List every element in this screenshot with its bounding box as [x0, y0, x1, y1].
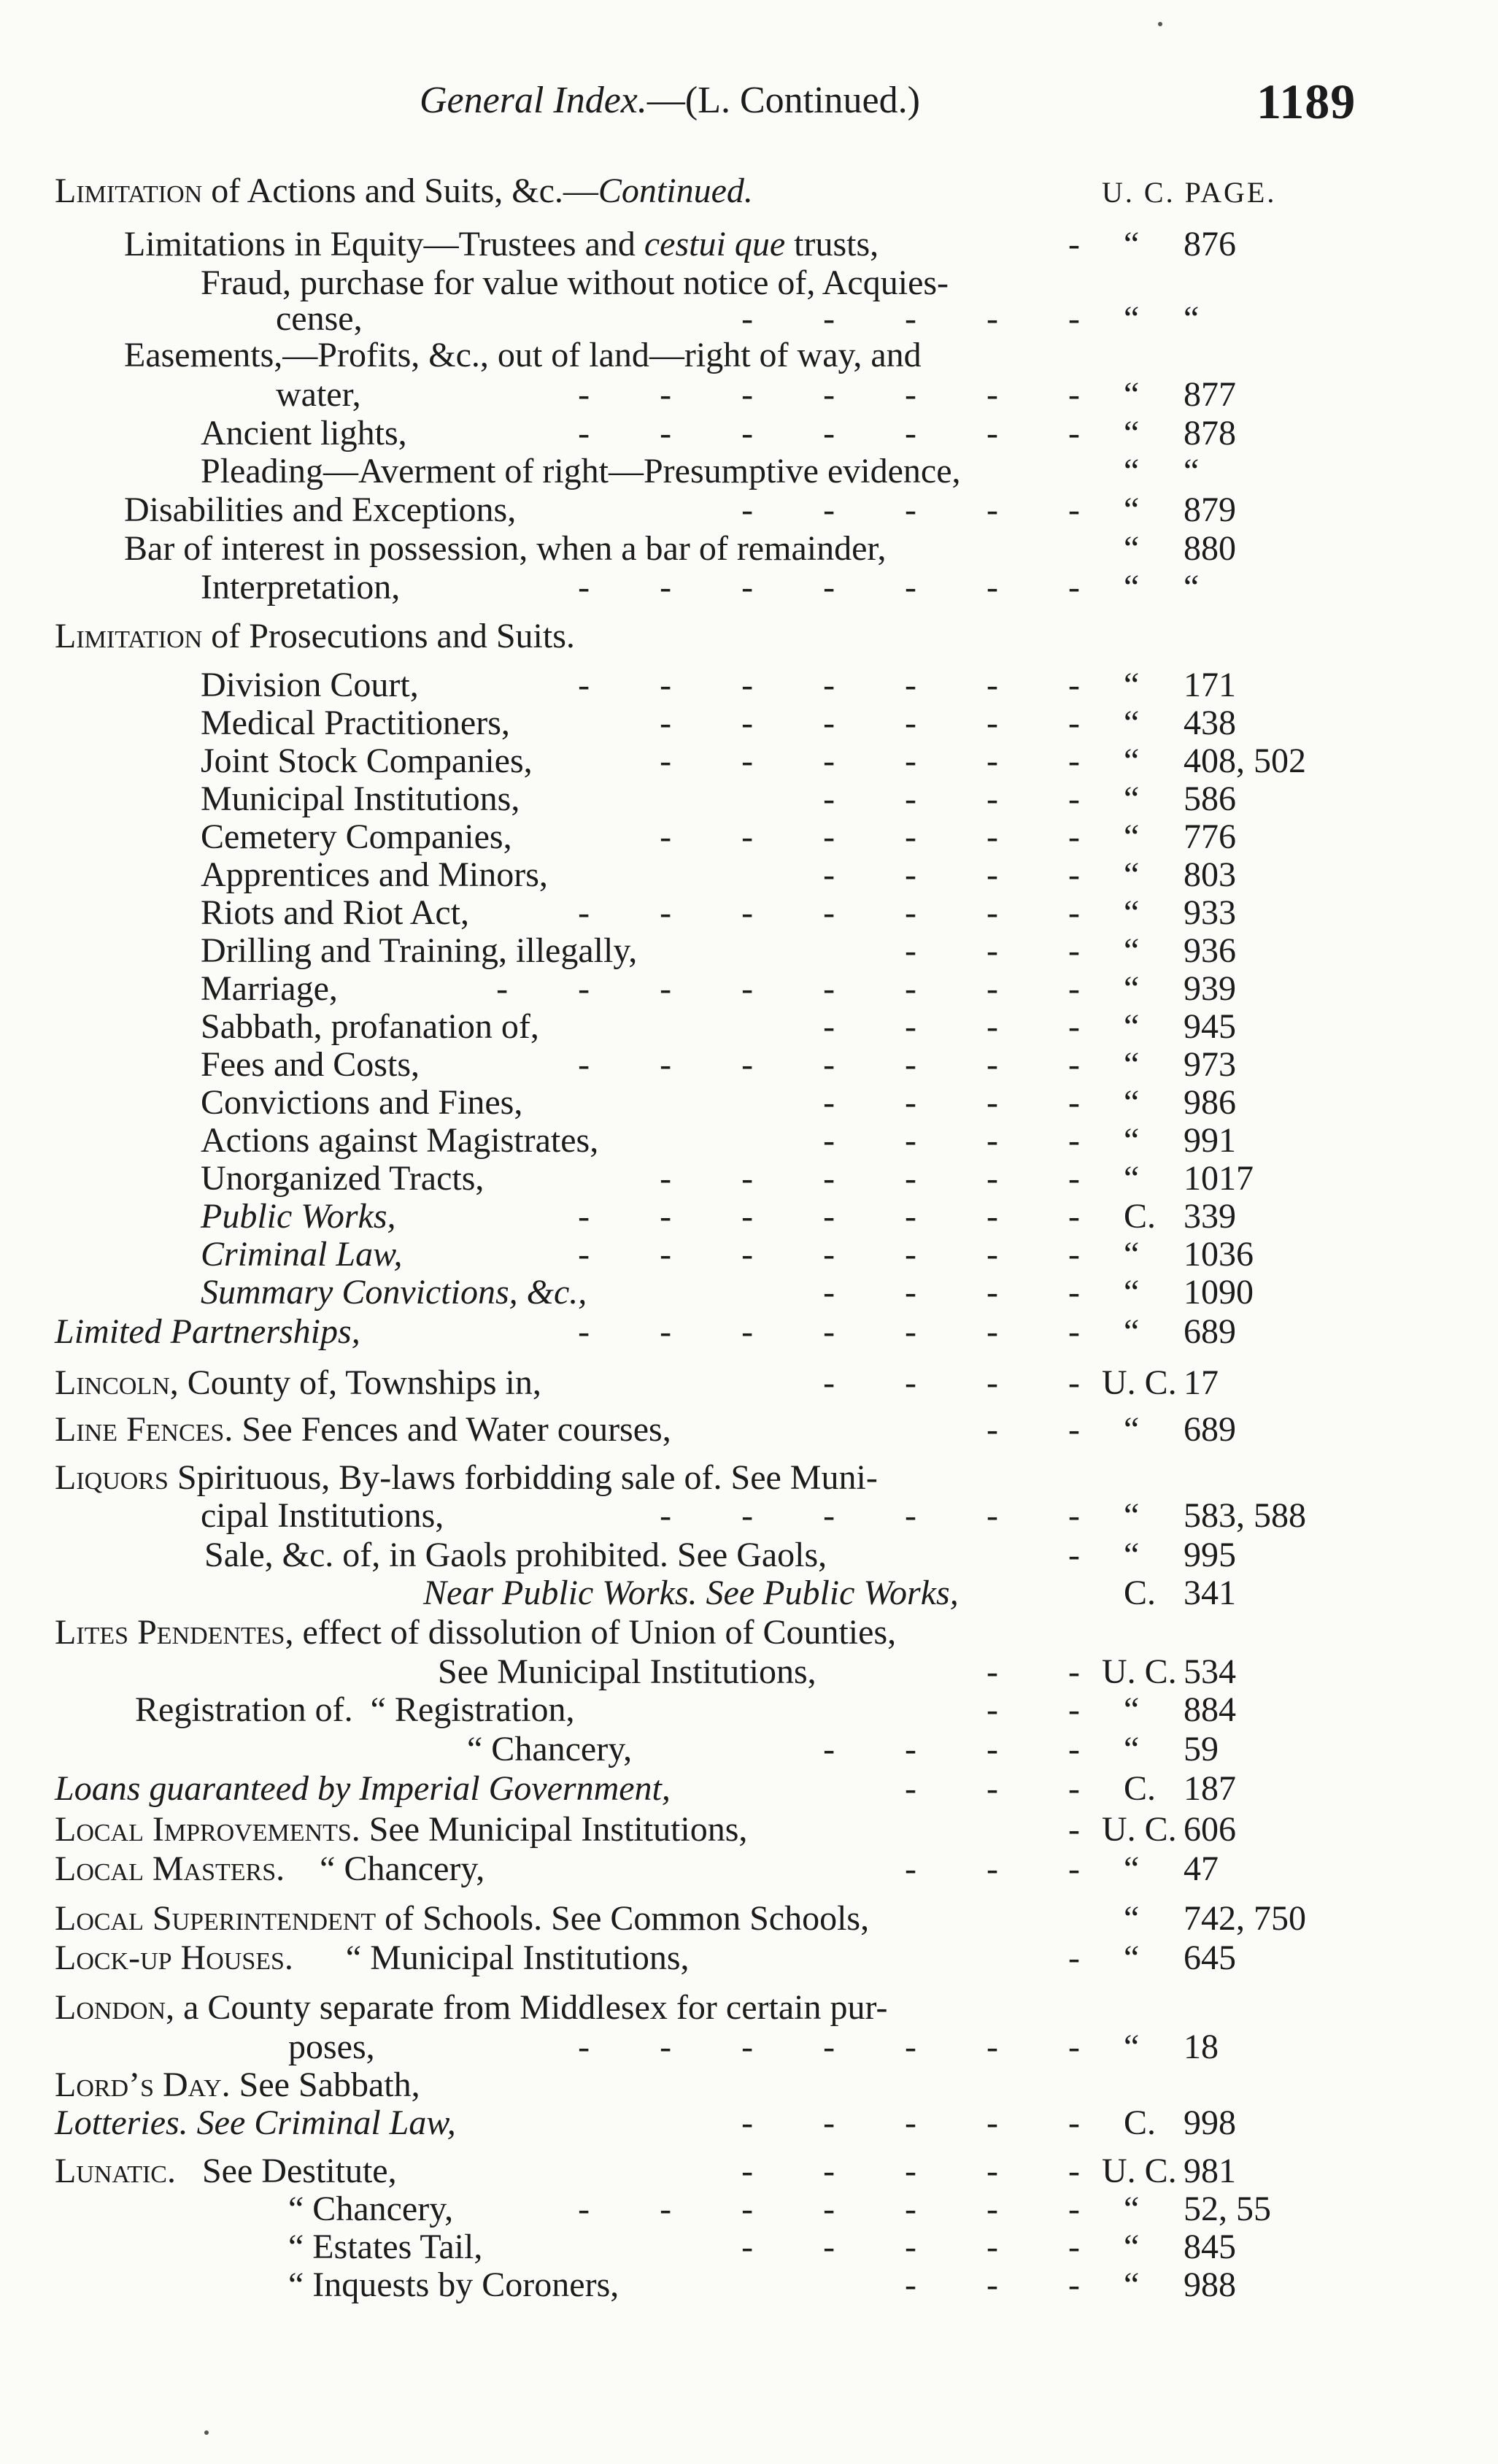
entry-text: Limitations in Equity—Trustees and cestui que trusts,	[124, 225, 879, 263]
index-entry	[0, 2103, 1498, 2143]
entry-text: cipal Institutions,	[201, 1496, 444, 1535]
leader-dashes: - - -	[905, 931, 1080, 970]
index-entry	[0, 568, 1498, 607]
header-title-rest: —(L. Continued.)	[646, 80, 920, 121]
entry-volume: “	[1124, 931, 1140, 970]
index-entry	[0, 336, 1498, 375]
entry-text: Marriage,	[201, 969, 338, 1008]
leader-dashes: - - -	[905, 2265, 1080, 2304]
entry-volume: U. C.	[1102, 1363, 1177, 1402]
entry-volume: “	[1124, 1083, 1140, 1122]
entry-page: 52, 55	[1184, 2190, 1271, 2228]
entry-page: 845	[1184, 2228, 1236, 2266]
leader-dashes: - - - - - - -	[578, 375, 1080, 414]
entry-volume: “	[1124, 817, 1140, 856]
entry-volume: “	[1124, 1410, 1140, 1449]
index-entry	[0, 1730, 1498, 1769]
entry-text: Bar of interest in possession, when a bar of remainder,	[124, 529, 887, 568]
entry-volume: “	[1124, 568, 1140, 607]
entry-page: 689	[1184, 1410, 1236, 1449]
entry-text: Public Works,	[201, 1197, 396, 1236]
entry-text: Cemetery Companies,	[201, 817, 512, 856]
leader-dashes: - - - - - -	[660, 1496, 1080, 1535]
entry-volume: U. C.	[1102, 1652, 1177, 1691]
entry-volume: “	[1124, 1690, 1140, 1729]
leader-dashes: - - - - -	[741, 2228, 1080, 2266]
index-entry	[0, 1899, 1498, 1939]
entry-volume: “	[1124, 1730, 1140, 1768]
leader-dashes: - - - -	[823, 855, 1080, 894]
entry-volume: “	[1124, 779, 1140, 818]
index-entry	[0, 1536, 1498, 1575]
entry-page: 606	[1184, 1810, 1236, 1849]
entry-text: Easements,—Profits, &c., out of land—right of way, and	[124, 336, 922, 374]
index-entry	[0, 529, 1498, 569]
index-entry	[0, 2065, 1498, 2105]
index-entry	[0, 1121, 1498, 1160]
index-entry	[0, 1458, 1498, 1498]
index-entry	[0, 1769, 1498, 1809]
index-entry	[0, 893, 1498, 933]
entry-page: 986	[1184, 1083, 1236, 1122]
index-entry	[0, 1810, 1498, 1849]
entry-text: Lock-up Houses. “ Municipal Institutions,	[55, 1939, 690, 1977]
entry-page: 803	[1184, 855, 1236, 894]
entry-page: 586	[1184, 779, 1236, 818]
entry-page: 884	[1184, 1690, 1236, 1729]
index-entry	[0, 1574, 1498, 1613]
leader-dashes: - - - -	[823, 1273, 1080, 1312]
entry-text: See Municipal Institutions,	[438, 1652, 816, 1691]
index-entry	[0, 931, 1498, 971]
index-entry	[0, 1045, 1498, 1085]
entry-volume: “	[1124, 893, 1140, 932]
entry-text: Drilling and Training, illegally,	[201, 931, 638, 970]
entry-text: Medical Practitioners,	[201, 704, 510, 742]
index-entry	[0, 1159, 1498, 1198]
leader-dashes: - - - - - - -	[578, 414, 1080, 453]
entry-text: Local Improvements. See Municipal Institutions,	[55, 1810, 748, 1849]
entry-text: Near Public Works. See Public Works,	[423, 1574, 959, 1612]
entry-text: “ Inquests by Coroners,	[288, 2265, 619, 2304]
entry-volume: “	[1124, 2190, 1140, 2228]
entry-page: 583, 588	[1184, 1496, 1306, 1535]
entry-text: Lord’s Day. See Sabbath,	[55, 2065, 420, 2104]
index-entry	[0, 1939, 1498, 1978]
index-entry	[0, 1312, 1498, 1352]
header-title-italic: General Index.	[420, 80, 647, 121]
entry-volume: “	[1124, 375, 1140, 414]
entry-page: 998	[1184, 2103, 1236, 2142]
entry-volume: “	[1124, 299, 1140, 338]
page-number: 1189	[1256, 74, 1356, 129]
entry-volume: “	[1124, 855, 1140, 894]
index-entry	[0, 1849, 1498, 1889]
entry-text: Sale, &c. of, in Gaols prohibited. See Gaols,	[204, 1536, 827, 1574]
leader-dashes: -	[1068, 1939, 1080, 1977]
entry-volume: C.	[1124, 1769, 1157, 1808]
entry-volume: “	[1124, 452, 1140, 490]
entry-page: 991	[1184, 1121, 1236, 1160]
entry-text: Pleading—Averment of right—Presumptive evidence,	[201, 452, 961, 490]
index-entry	[0, 742, 1498, 781]
entry-text: Actions against Magistrates,	[201, 1121, 599, 1160]
entry-volume: C.	[1124, 2103, 1157, 2142]
entry-volume: “	[1124, 1045, 1140, 1084]
entry-text: Liquors Spirituous, By-laws forbidding sale of. See Muni-	[55, 1458, 878, 1497]
leader-dashes: - -	[987, 1652, 1080, 1691]
entry-text: Division Court,	[201, 666, 419, 704]
entry-volume: “	[1124, 1496, 1140, 1535]
index-entry	[0, 1652, 1498, 1692]
entry-text: Sabbath, profanation of,	[201, 1007, 539, 1046]
index-entry	[0, 452, 1498, 491]
entry-page: 438	[1184, 704, 1236, 742]
entry-text: Interpretation,	[201, 568, 401, 607]
index-entry	[0, 2152, 1498, 2191]
entry-page: 341	[1184, 1574, 1236, 1612]
entry-volume: “	[1124, 1312, 1140, 1351]
entry-page: 776	[1184, 817, 1236, 856]
index-entry	[0, 817, 1498, 857]
index-entry	[0, 617, 1498, 656]
index-entry	[0, 704, 1498, 743]
entry-text: Registration of. “ Registration,	[135, 1690, 575, 1729]
entry-volume: U. C.	[1102, 2152, 1177, 2190]
entry-page: 945	[1184, 1007, 1236, 1046]
leader-dashes: - - -	[905, 1849, 1080, 1888]
entry-volume: “	[1124, 1007, 1140, 1046]
entry-page: 877	[1184, 375, 1236, 414]
entry-text: Summary Convictions, &c.,	[201, 1273, 587, 1312]
entry-text: Criminal Law,	[201, 1235, 403, 1274]
leader-dashes: - - - - - - -	[578, 1197, 1080, 1236]
leader-dashes: - - - -	[823, 1007, 1080, 1046]
leader-dashes: - - - - - - - -	[496, 969, 1080, 1008]
entry-text: cense,	[276, 299, 363, 338]
leader-dashes: - - - - -	[741, 299, 1080, 338]
leader-dashes: -	[1068, 1810, 1080, 1849]
entry-page: 18	[1184, 2028, 1219, 2066]
leader-dashes: - - - - - -	[660, 704, 1080, 742]
entry-page: 880	[1184, 529, 1236, 568]
entry-volume: U. C.	[1102, 1810, 1177, 1849]
entry-volume: “	[1124, 1849, 1140, 1888]
leader-dashes: -	[1068, 225, 1080, 263]
entry-volume: C.	[1124, 1197, 1157, 1236]
leader-dashes: - - - - - -	[660, 817, 1080, 856]
entry-volume: “	[1124, 2228, 1140, 2266]
entry-volume: C.	[1124, 1574, 1157, 1612]
index-entry	[0, 1988, 1498, 2028]
index-entry	[0, 2190, 1498, 2229]
index-entry	[0, 969, 1498, 1009]
leader-dashes: - - - -	[823, 1083, 1080, 1122]
entry-volume: “	[1124, 490, 1140, 529]
entry-text: Loans guaranteed by Imperial Government,	[55, 1769, 671, 1808]
entry-page: 47	[1184, 1849, 1219, 1888]
index-entry	[0, 1496, 1498, 1536]
entry-page: 171	[1184, 666, 1236, 704]
column-header: U. C. PAGE.	[1102, 176, 1277, 209]
entry-page: 936	[1184, 931, 1236, 970]
entry-page: 878	[1184, 414, 1236, 453]
leader-dashes: - - - -	[823, 1730, 1080, 1768]
entry-text: water,	[276, 375, 361, 414]
entry-text: “ Estates Tail,	[288, 2228, 483, 2266]
entry-page: 187	[1184, 1769, 1236, 1808]
leader-dashes: - - - - - - -	[578, 1312, 1080, 1351]
leader-dashes: - - - - - - -	[578, 568, 1080, 607]
entry-page: 689	[1184, 1312, 1236, 1351]
leader-dashes: - - - - - - -	[578, 2028, 1080, 2066]
paper-speck	[204, 2430, 209, 2435]
entry-page: 1090	[1184, 1273, 1254, 1312]
index-entry	[0, 2265, 1498, 2305]
entry-volume: “	[1124, 1536, 1140, 1574]
leader-dashes: - -	[987, 1410, 1080, 1449]
entry-text: Limited Partnerships,	[55, 1312, 360, 1351]
entry-page: 1036	[1184, 1235, 1254, 1274]
entry-text: Municipal Institutions,	[201, 779, 520, 818]
entry-page: 939	[1184, 969, 1236, 1008]
entry-volume: “	[1124, 1899, 1140, 1938]
entry-page: 17	[1184, 1363, 1219, 1402]
index-entry	[0, 1083, 1498, 1123]
entry-page: 988	[1184, 2265, 1236, 2304]
leader-dashes: - - - - - -	[660, 1159, 1080, 1198]
entry-page: 879	[1184, 490, 1236, 529]
entry-volume: “	[1124, 704, 1140, 742]
entry-page: 981	[1184, 2152, 1236, 2190]
entry-text: Disabilities and Exceptions,	[124, 490, 517, 529]
index-entry	[0, 2228, 1498, 2267]
index-entry	[0, 1235, 1498, 1274]
entry-text: Unorganized Tracts,	[201, 1159, 484, 1198]
entry-volume: “	[1124, 529, 1140, 568]
entry-text: Limitation of Prosecutions and Suits.	[55, 617, 575, 655]
entry-text: Riots and Riot Act,	[201, 893, 470, 932]
index-entry	[0, 1410, 1498, 1449]
leader-dashes: - - - - - - -	[578, 1235, 1080, 1274]
entry-text: “ Chancery,	[467, 1730, 633, 1768]
entry-text: poses,	[288, 2028, 375, 2066]
leader-dashes: - - - - -	[741, 490, 1080, 529]
index-entry	[0, 225, 1498, 264]
entry-page: 1017	[1184, 1159, 1254, 1198]
leader-dashes: - - - - -	[741, 2103, 1080, 2142]
entry-text: Lunatic. See Destitute,	[55, 2152, 397, 2190]
entry-volume: “	[1124, 2265, 1140, 2304]
leader-dashes: - - - - -	[741, 2152, 1080, 2190]
index-entry	[0, 1273, 1498, 1312]
entry-page: 59	[1184, 1730, 1219, 1768]
index-entry	[0, 855, 1498, 895]
leader-dashes: - - - -	[823, 1363, 1080, 1402]
entry-text: Joint Stock Companies,	[201, 742, 533, 780]
entry-page: 645	[1184, 1939, 1236, 1977]
entry-text: Apprentices and Minors,	[201, 855, 548, 894]
paper-speck	[1158, 22, 1162, 26]
leader-dashes: - - - -	[823, 779, 1080, 818]
entry-volume: “	[1124, 1121, 1140, 1160]
entry-text: Lites Pendentes, effect of dissolution of Union of Counties,	[55, 1613, 897, 1652]
index-entry	[0, 1197, 1498, 1236]
entry-text: Lotteries. See Criminal Law,	[55, 2103, 456, 2142]
entry-text: Line Fences. See Fences and Water courses,	[55, 1410, 671, 1449]
leader-dashes: - -	[987, 1690, 1080, 1729]
entry-page: “	[1184, 568, 1200, 607]
entry-page: 408, 502	[1184, 742, 1306, 780]
entry-volume: “	[1124, 666, 1140, 704]
index-entry	[0, 1363, 1498, 1403]
index-entry	[0, 263, 1498, 303]
index-entry	[0, 1613, 1498, 1652]
leader-dashes: - - - - - - -	[578, 1045, 1080, 1084]
index-entry	[0, 1007, 1498, 1047]
running-header	[420, 79, 920, 122]
index-entry	[0, 666, 1498, 705]
entry-text: Local Superintendent of Schools. See Common Schools,	[55, 1899, 870, 1938]
entry-volume: “	[1124, 225, 1140, 263]
entry-text: Convictions and Fines,	[201, 1083, 523, 1122]
entry-volume: “	[1124, 1939, 1140, 1977]
entry-text: Fees and Costs,	[201, 1045, 420, 1084]
entry-page: 973	[1184, 1045, 1236, 1084]
entry-page: 995	[1184, 1536, 1236, 1574]
entry-text: Lincoln, County of, Townships in,	[55, 1363, 541, 1402]
index-entry	[0, 299, 1498, 339]
entry-text: London, a County separate from Middlesex for certain pur-	[55, 1988, 888, 2027]
leader-dashes: - - - - - -	[660, 742, 1080, 780]
index-entry	[0, 172, 1498, 211]
entry-volume: “	[1124, 742, 1140, 780]
entry-page: “	[1184, 299, 1200, 338]
entry-text: Ancient lights,	[201, 414, 407, 453]
entry-text: “ Chancery,	[288, 2190, 454, 2228]
leader-dashes: - - - - - - -	[578, 893, 1080, 932]
entry-volume: “	[1124, 2028, 1140, 2066]
index-entry	[0, 414, 1498, 453]
leader-dashes: - - -	[905, 1769, 1080, 1808]
entry-text: Fraud, purchase for value without notice of, Acquies-	[201, 263, 949, 302]
entry-page: 933	[1184, 893, 1236, 932]
index-entry	[0, 779, 1498, 819]
leader-dashes: -	[1068, 1536, 1080, 1574]
entry-page: 876	[1184, 225, 1236, 263]
entry-volume: “	[1124, 1235, 1140, 1274]
entry-page: 742, 750	[1184, 1899, 1306, 1938]
entry-page: 339	[1184, 1197, 1236, 1236]
entry-page: “	[1184, 452, 1200, 490]
entry-volume: “	[1124, 1159, 1140, 1198]
entry-volume: “	[1124, 969, 1140, 1008]
index-entry	[0, 1690, 1498, 1730]
entry-page: 534	[1184, 1652, 1236, 1691]
leader-dashes: - - - -	[823, 1121, 1080, 1160]
entry-text: Limitation of Actions and Suits, &c.—Continued.	[55, 172, 753, 210]
index-entry	[0, 490, 1498, 530]
leader-dashes: - - - - - - -	[578, 666, 1080, 704]
leader-dashes: - - - - - - -	[578, 2190, 1080, 2228]
entry-volume: “	[1124, 414, 1140, 453]
index-entry	[0, 2028, 1498, 2067]
entry-volume: “	[1124, 1273, 1140, 1312]
entry-text: Local Masters. “ Chancery,	[55, 1849, 485, 1888]
index-entry	[0, 375, 1498, 415]
